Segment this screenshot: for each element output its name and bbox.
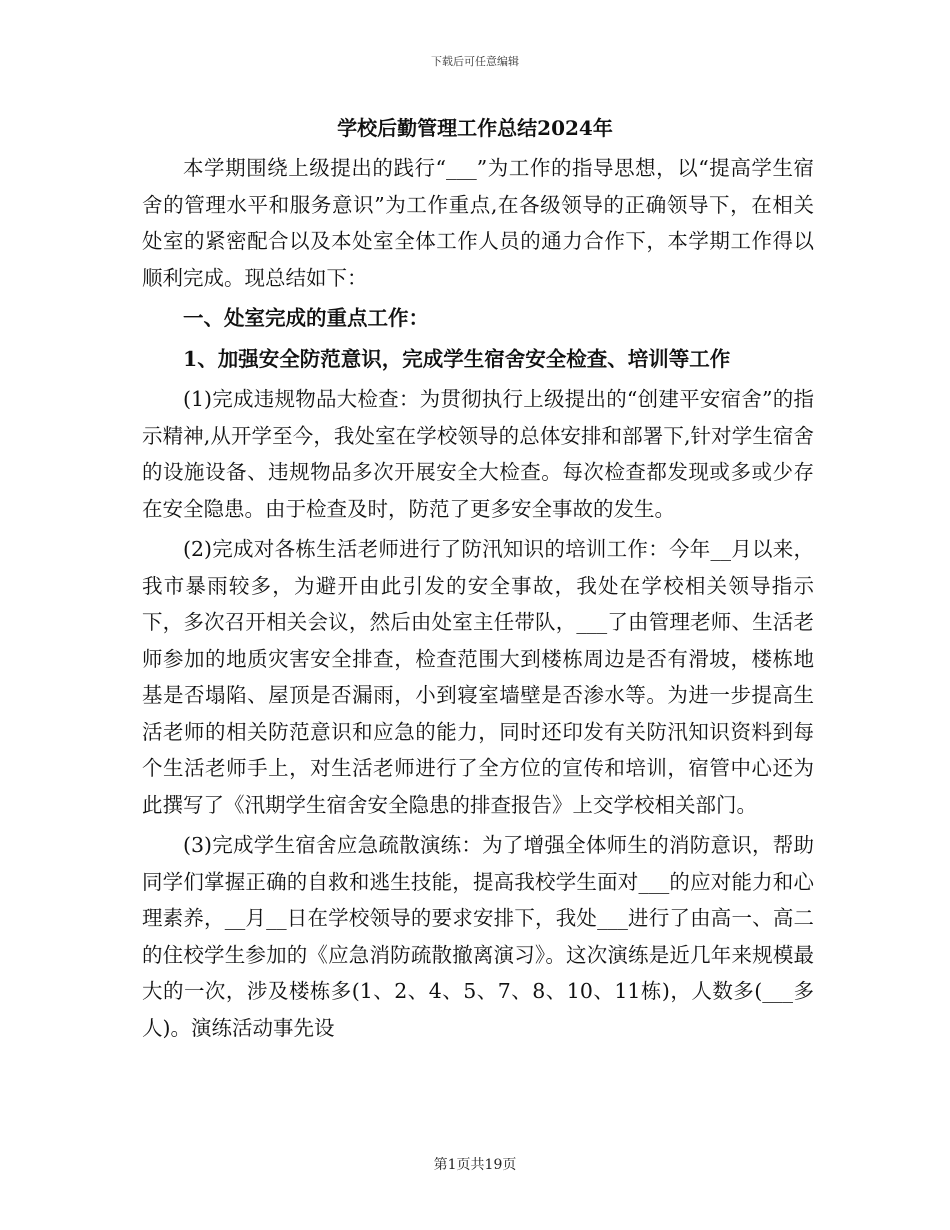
paragraph-item-1: (1)完成违规物品大检查：为贯彻执行上级提出的“创建平安宿舍”的指示精神,从开学至今，我处室在学校领导的总体安排和部署下,针对学生宿舍的设施设备、违规物品多次开展安全大检查。每次检查都发现或多或少存在安全隐患。由于检查及时，防范了更多安全事故的发生。 bbox=[142, 387, 814, 521]
paragraph-item-2: (2)完成对各栋生活老师进行了防汛知识的培训工作：今年__月以来，我市暴雨较多，为避开由此引发的安全事故，我处在学校相关领导指示下，多次召开相关会议，然后由处室主任带队，___了由管理老师、生活老师参加的地质灾害安全排查，检查范围大到楼栋周边是否有滑坡，楼栋地基是否塌陷、屋顶是否漏雨，小到寝室墙壁是否渗水等。为进一步提高生活老师的相关防范意识和应急的能力，同时还印发有关防汛知识资料到每个生活老师手上，对生活老师进行了全方位的宣传和培训，宿管中心还为此撰写了《汛期学生宿舍安全隐患的排查报告》上交学校相关部门。 bbox=[142, 537, 814, 817]
page-number: 第1页共19页 bbox=[433, 1157, 517, 1173]
document-body bbox=[142, 146, 814, 1046]
section-heading: 一、处室完成的重点工作： bbox=[183, 306, 429, 330]
paragraph-item-3: (3)完成学生宿舍应急疏散演练：为了增强全体师生的消防意识，帮助同学们掌握正确的自救和逃生技能，提高我校学生面对___的应对能力和心理素养，__月__日在学校领导的要求安排下，我处___进行了由高一、高二的住校学生参加的《应急消防疏散撤离演习》。这次演练是近几年来规模最大的一次，涉及楼栋多(1、2、4、5、7、8、10、11栋)，人数多(___多人)。演练活动事先设 bbox=[142, 833, 814, 1040]
paragraph-intro: 本学期围绕上级提出的践行“___”为工作的指导思想，以“提高学生宿舍的管理水平和服务意识”为工作重点,在各级领导的正确领导下，在相关处室的紧密配合以及本处室全体工作人员的通力合作下，本学期工作得以顺利完成。现总结如下： bbox=[142, 156, 814, 290]
document-title: 学校后勤管理工作总结2024年 bbox=[337, 116, 613, 140]
subsection-heading: 1、加强安全防范意识，完成学生宿舍安全检查、培训等工作 bbox=[183, 346, 731, 371]
header-note: 下载后可任意编辑 bbox=[431, 55, 519, 68]
